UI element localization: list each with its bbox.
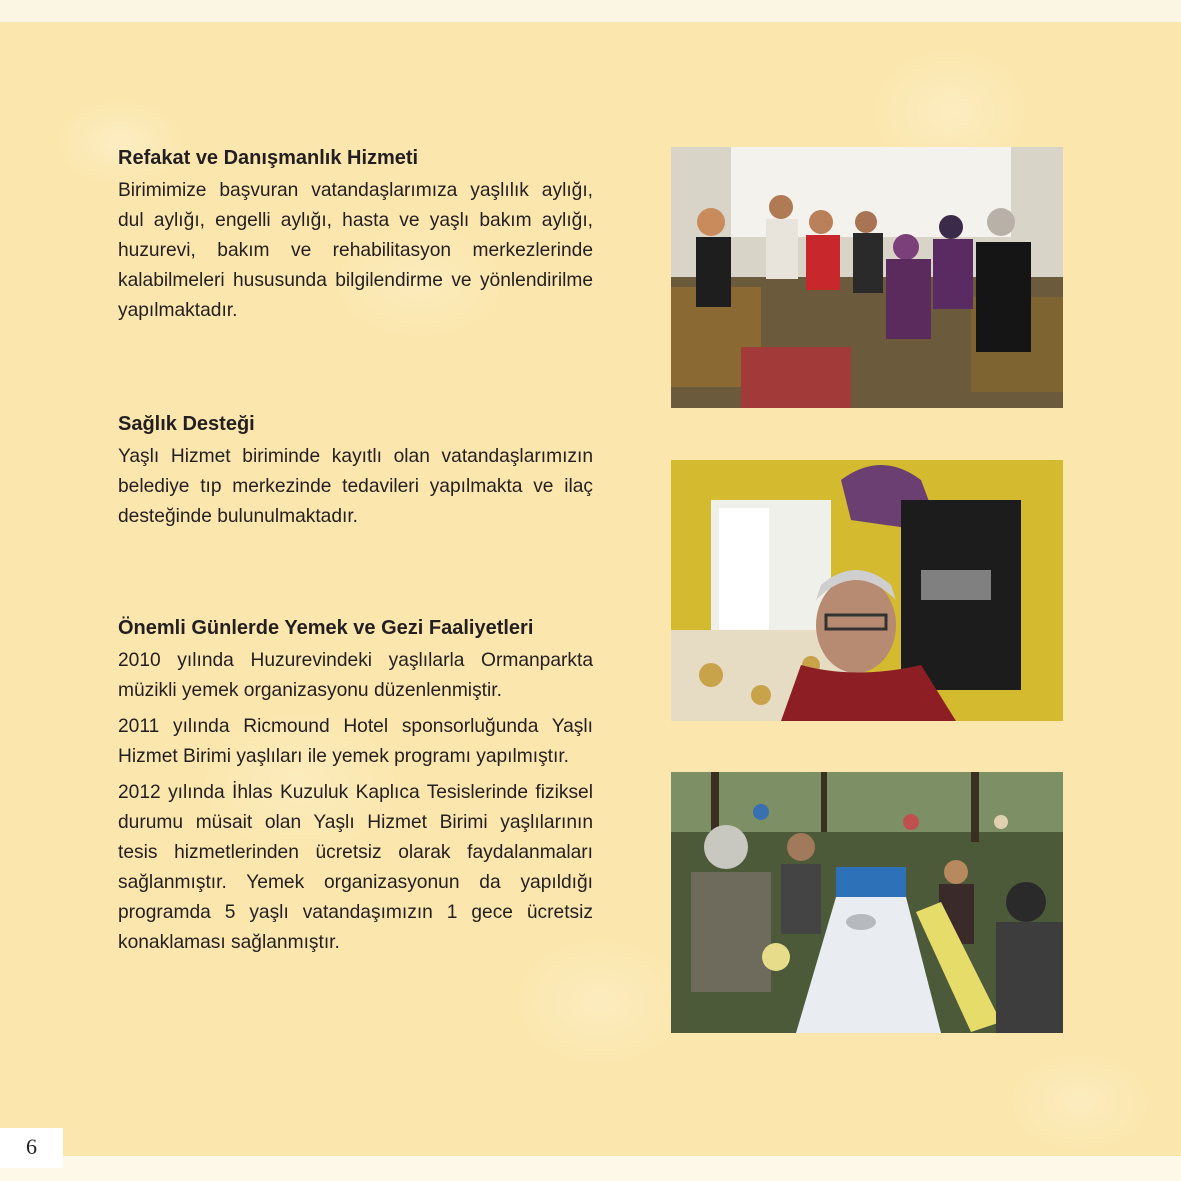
page-number: 6 (26, 1134, 37, 1159)
section-paragraph: Yaşlı Hizmet biriminde kayıtlı olan vatandaşlarımızın belediye tıp merkezinde tedavileri yapılmakta ve ilaç desteğinde bulunulmaktadır. (118, 446, 593, 527)
section-heading: Refakat ve Danışmanlık Hizmeti (118, 147, 419, 169)
section-heading: Önemli Günlerde Yemek ve Gezi Faaliyetleri (118, 617, 534, 639)
photo-outdoor-event (671, 772, 1063, 1033)
section-etkinlikler (118, 614, 593, 958)
section-paragraph: Birimimize başvuran vatandaşlarımıza yaşlılık aylığı, dul aylığı, engelli aylığı, hasta ve yaşlı bakım aylığı, huzurevi, bakım ve rehabilitasyon merkezlerinde kalabilmeleri hususunda bilgilendirme ve yönlendirilme yapılmaktadır. (118, 180, 593, 321)
section-paragraph: 2010 yılında Huzurevindeki yaşlılarla Ormanparkta müzikli yemek organizasyonu düzenlenmiştir. (118, 650, 593, 701)
section-heading: Sağlık Desteği (118, 413, 255, 435)
photo-group-on-sofas-image (671, 147, 1063, 408)
section-saglik (118, 410, 593, 532)
photo-outdoor-event-image (671, 772, 1063, 1033)
section-paragraph: 2011 yılında Ricmound Hotel sponsorluğunda Yaşlı Hizmet Birimi yaşlıları ile yemek programı yapılmıştır. (118, 716, 593, 767)
photo-health-check-image (671, 460, 1063, 721)
photo-health-check (671, 460, 1063, 721)
bottom-margin (0, 1156, 1181, 1181)
photo-group-on-sofas (671, 147, 1063, 408)
section-refakat (118, 144, 593, 326)
section-paragraph: 2012 yılında İhlas Kuzuluk Kaplıca Tesislerinde fiziksel durumu müsait olan Yaşlı Hizmet Birimi yaşlılarının tesis hizmetlerinden ücretsiz olarak faydalanmaları sağlanmıştır. Yemek organizasyonun da yapıldığı programda 5 yaşlı vatandaşımızın 1 gece ücretsiz konaklaması sağlanmıştır. (118, 782, 593, 953)
